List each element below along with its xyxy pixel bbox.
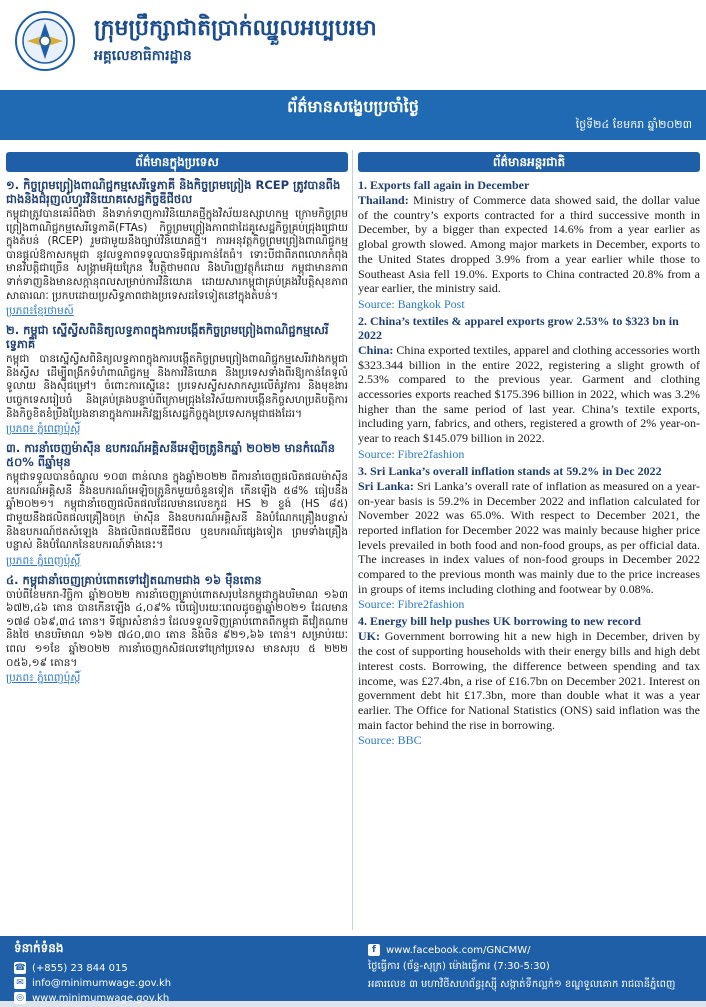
office-hours: ថ្ងៃធ្វើការ (ច័ន្ទ-សុក្រ) ម៉ោងធ្វើការ (7:30-5:30) [368,961,550,972]
footer [0,936,706,1004]
article-headline: ៤. កម្ពុជានាំចេញគ្រាប់ពោតទៅវៀតណាមជាង ១៦ ម៉ឺនតោន [6,572,262,587]
article-headline: ១. កិច្ចព្រមព្រៀងពាណិជ្ជកម្មសេរីទ្វេភាគី និងកិច្ចព្រមព្រៀង RCEP ត្រូវបានពឹងជាងនិងជំរុញលំហូរវិនិយោគសេដ្ឋកិច្ចឌីជីថល [6,178,341,206]
ncmw-logo-icon [14,10,76,72]
email-icon: ✉ [14,977,26,989]
article-body [358,629,700,732]
globe-icon: ◎ [14,992,26,1004]
contact-title: ទំនាក់ទំនង [14,941,64,955]
article-body [358,193,700,296]
local-news-column [6,178,348,930]
hours-row [368,959,704,974]
article-body: ចាប់ពីខែមករា-វិច្ឆិកា ឆ្នាំ២០២២ ការនាំចេញគ្រាប់ពោតសរុបនៃកម្ពុជាក្នុងបរិមាណ ១៦៣ ៦៧២,៤៦ តោន បានកើនឡើង ៤,០៩% បើធៀបរយៈពេលដូចគ្នាឆ្នាំ២០២១ ដែលមាន ១៧៨ ០៦៩,៣៤ តោន។ ទីផ្សារសំខាន់ៗ ដែលទទួលទិញគ្រាប់ពោតពីកម្ពុជា គឺវៀតណាម និងថៃ មានបរិមាណ ១៦២ ៧៤០,៣០ តោន និងចិន ៩២១,៦៦ តោន។ សម្រាប់រយៈពេល ១១ខែ ឆ្នាំ២០២២ ការនាំចេញកសិផលទៅក្រៅប្រទេស មានសរុប ៥ ២២២ ០៥៦,១៩ តោន។ [6,588,348,669]
email-address[interactable]: info@minimumwage.gov.kh [32,977,172,989]
office-address: អគារលេខ ៣ មហាវិថីសហព័ន្ធរុស្ស៊ី សង្កាត់ទឹកល្អក់១ ខណ្ឌទួលគោក រាជធានីភ្នំពេញ [368,979,676,990]
publication-date: ថ្ងៃទី២៤ ខែមករា ឆ្នាំ២០២៣ [575,118,692,131]
article-body: កម្ពុជាត្រូវបានគេរំពឹងថា នឹងទាក់ទាញការវិនិយោគថ្មីក្នុងវិស័យឧស្សាហកម្ម ក្រោមកិច្ចព្រមព្រៀងពាណិជ្ជកម្មសេរីទ្វេភាគី(FTAs) កិច្ចព្រមព្រៀងភាពជាដៃគូសេដ្ឋកិច្ចគ្រប់ជ្រុងជ្រោយ ក្នុងតំបន់ (RCEP) រួមជាមួយនឹងច្បាប់វិនិយោគថ្មី។ ការអនុវត្តកិច្ចព្រមព្រៀងពាណិជ្ជកម្មបានផ្តល់ឱកាសកម្ពុជា នូវលទ្ធភាពទទួលបានទីផ្សារកាន់តែធំ។ ទោះបីជាពិភពលោកកំពុងមានវិបត្តិជាច្រើន សង្គ្រាមអ៊ុយក្រែន វិបត្តិថាមពល និងហិរញ្ញវត្ថុក៏ដោយ កម្ពុជាមានភាពទាក់ទាញនិងមានសក្តានុពលសម្រាប់ការវិនិយោគ ដោយសារកម្ពុជាគ្រប់គ្រងវិបត្តិសុខភាពសាធារណៈ ប្រកបដោយប្រសិទ្ធភាពជាងប្រទេសដទៃទៀតនៅក្នុងតំបន់។ [6,208,348,302]
org-name: ក្រុមប្រឹក្សាជាតិប្រាក់ឈ្នួលអប្បបរមា [94,16,377,41]
article-body: កម្ពុជាទទួលបានចំណូល ១០៣ ពាន់លាន ក្នុងឆ្នាំ២០២២ ពីការនាំចេញផលិតផលម៉ាស៊ីន ឧបករណ៍អគ្គិសនី និងឧបករណ៍អេឡិចត្រូនិកមួយចំនួនទៀត កើនឡើង ៥៨% ធៀបនឹងឆ្នាំ២០២១។ កម្ពុជានាំចេញផលិតផលដែលមានលេខកូដ HS ២ ខ្ទង់ (HS ៨៥) ជាមួយនឹងផលិតផលគ្រឿងចក្រ ម៉ាស៊ីន និងឧបករណ៍អគ្គិសនី និងបំណែកគ្រឿងបន្លាស់ និងឧបករណ៍ថតសំឡេង និងផលិតផលឌីជីថល ឬឧបករណ៍ផ្សេងទៀត ព្រមទាំងគ្រឿងបន្លាស់ និងបំណែកនៃឧបករណ៍ទាំងនេះ។ [6,471,348,552]
local-article [6,178,348,318]
article-headline: ២. កម្ពុជា ស្នើស្វីសពិនិត្យលទ្ធភាពក្នុងការបង្កើតកិច្ចព្រមព្រៀងពាណិជ្ជកម្មសេរីទ្វេភាគី [6,323,329,352]
facebook-icon: f [368,944,380,956]
article-text: Ministry of Commerce data showed said, the dollar value of the country’s exports contracted for a third successive month in December, by a bigger than expected 14.6% from a year earlier as global growth slowed. Among major markets in December, exports to the United States dropped 3.9% from a year earlier while those to Southeast Asia fell 19.0%. Exports to China contracted 20.8% from a year earlier, the ministry said. [358,193,700,296]
office-info-block [368,944,704,995]
org-subtitle: អគ្គលេខាធិការដ្ឋាន [94,48,192,64]
article-source-link[interactable]: Source: Bangkok Post [358,296,465,311]
article-headline: ៣. ការនាំចេញម៉ាស៊ីន ឧបករណ៍អគ្គិសនីអេឡិចត្រូនិកឆ្នាំ ២០២២ មានកំណើន ៥០% ពីឆ្នាំមុន [6,441,335,470]
article-lead: Sri Lanka: [358,478,414,493]
article-text: China exported textiles, apparel and clothing accessories worth $323.344 billion in the entire 2022, registering a slight growth of 2.53% compared to the previous year. Garment and clothing accessories exports reached $175.396 billion in 2022, which was 3.2% higher than the same period of last year. China’s textile exports, including yarn, fabrics, and others, registered a growth of 2% year-on-year to reach $145.079 billion in 2022. [358,342,700,446]
address-row [368,977,704,992]
intl-news-heading: ព័ត៌មានអន្តរជាតិ [358,152,700,172]
article-source-link[interactable]: Source: BBC [358,733,422,748]
intl-article [358,614,700,747]
phone-icon: ☎ [14,963,26,973]
article-headline: 3. Sri Lanka’s overall inflation stands at 59.2% in Dec 2022 [358,463,662,478]
article-headline: 2. China’s textiles & apparel exports grow 2.53% to $323 bn in 2022 [358,313,679,342]
article-lead: China: [358,342,394,357]
contact-block [14,940,344,1007]
article-source-link[interactable]: Source: Fibre2fashion [358,446,465,461]
article-text: Government borrowing hit a new high in December, driven by the cost of supporting households with their energy bills and high debt interest costs. Borrowing, the difference between spending and tax income, was £27.4bn, a rise of £16.7bn on December 2021. Interest on government debt hit £17.3bn, more than double what it was a year earlier. The Office for National Statistics (ONS) said inflation was the main factor behind the rise in borrowing. [358,629,700,732]
article-source-link[interactable]: ប្រភព៖ ភ្នំពេញប៉ុស្តិ៍ [6,423,81,436]
column-divider [352,150,353,930]
phone-row [14,962,344,974]
email-row [14,977,344,989]
article-headline: 1. Exports fall again in December [358,178,530,192]
local-article [6,441,348,568]
local-article [6,323,348,436]
article-source-link[interactable]: Source: Fibre2fashion [358,597,465,612]
local-article [6,573,348,686]
facebook-row [368,944,704,956]
local-news-heading: ព័ត៌មានក្នុងប្រទេស [6,152,348,172]
article-body [358,343,700,446]
page-title: ព័ត៌មានសង្ខេបប្រចាំថ្ងៃ [287,97,419,116]
intl-article [358,314,700,461]
article-source-link[interactable]: ប្រភព៖ ភ្នំពេញប៉ុស្តិ៍ [6,672,81,685]
article-lead: UK: [358,629,380,644]
article-headline: 4. Energy bill help pushes UK borrowing to new record [358,614,641,629]
phone-number[interactable]: (+855) 23 844 015 [32,962,128,974]
title-bar [0,90,706,140]
facebook-link[interactable]: www.facebook.com/GNCMW/ [386,944,531,956]
article-lead: Thailand: [358,193,409,207]
intl-news-column [358,178,700,930]
article-body [358,479,700,597]
website-row [14,992,344,1004]
intl-article [358,464,700,612]
article-body: កម្ពុជា បានស្នើស្វីសពិនិត្យលទ្ធភាពក្នុងការបង្កើតកិច្ចព្រមព្រៀងពាណិជ្ជកម្មសេរីរវាងកម្ពុជា និងស្វីស ដើម្បីពង្រីកទំហំពាណិជ្ជកម្ម និងការវិនិយោគ និងប្រទេសទាំងពីរឱ្យកាន់តែទូលំទូលាយ និងស៊ីជម្រៅ។ ចំពោះការស្នើនេះ ប្រទេសស្វីសសាកសួរលើតំរូវការ និងមុខងារបច្ចេកទេសរៀបចំ និងគ្រប់គ្រងបន្ទាប់ពីក្រោមជ្រុងនៃវិស័យការបង្កើនកិច្ចសហប្រតិបត្តិការ និងកិច្ចខិតខំប្រឹងប្រែងនានាក្នុងការអភិវឌ្ឍន៍សេដ្ឋកិច្ចក្នុងប្រទេសកម្ពុជាផងដែរ។ [6,353,348,420]
intl-article [358,178,700,311]
website-link[interactable]: www.minimumwage.gov.kh [32,992,170,1004]
article-source-link[interactable]: ប្រភព៖ខ្មែរថាមស៍ [6,305,74,318]
header [0,0,706,84]
article-text: Sri Lanka’s overall rate of inflation as measured on a year-on-year basis is 59.2% in December 2022 and inflation calculated for November 2022 was 65.0%. With respect to December 2021, the reported inflation for December 2022 was mainly because higher price levels prevailed in both food and non-food groups, as per official data. The increases in index values of non-food groups in December 2022 compared to the previous month was mainly due to the price increases in groups of items including clothing and footwear by 0.08%. [358,478,700,596]
article-source-link[interactable]: ប្រភព៖ ភ្នំពេញប៉ុស្តិ៍ [6,554,81,567]
